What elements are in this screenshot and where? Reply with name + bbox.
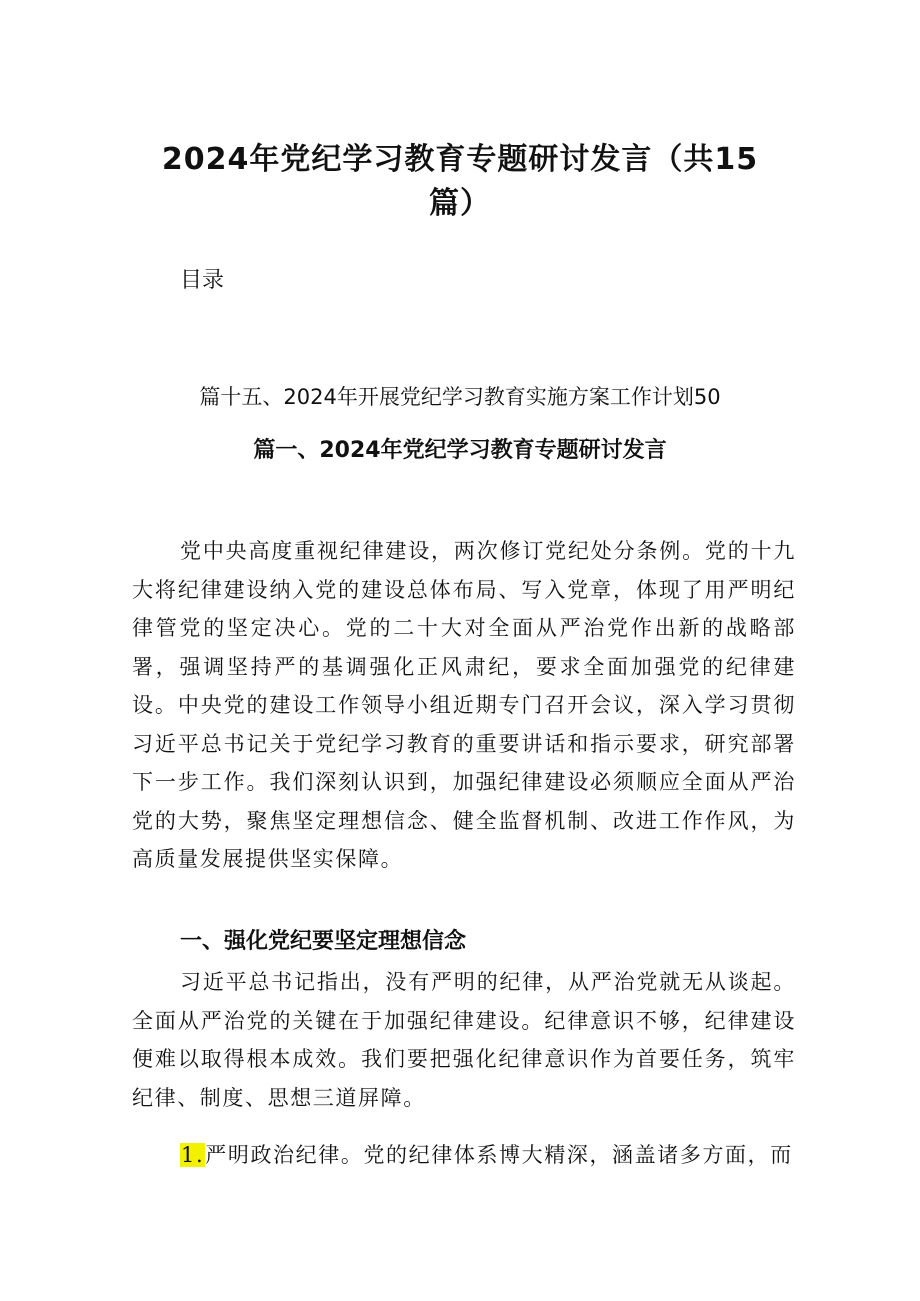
section-heading: 篇一、2024年党纪学习教育专题研讨发言 bbox=[253, 438, 667, 463]
paragraph-3-text: 严明政治纪律。党的纪律体系博大精深，涵盖诸多方面，而 bbox=[205, 1143, 793, 1167]
document-title-line-1: 2024年党纪学习教育专题研讨发言（共15 bbox=[161, 142, 759, 177]
toc-label: 目录 bbox=[180, 268, 225, 293]
subheading-1: 一、强化党纪要坚定理想信念 bbox=[180, 929, 467, 954]
body-paragraph-3 bbox=[132, 1136, 796, 1175]
body-paragraph-2: 习近平总书记指出，没有严明的纪律，从严治党就无从谈起。全面从严治党的关键在于加强纪律建设。纪律意识不够，纪律建设便难以取得根本成效。我们要把强化纪律意识作为首要任务，筑牢纪律、制度、思想三道屏障。 bbox=[132, 970, 796, 1110]
highlighted-number: 1. bbox=[181, 1143, 205, 1167]
document-title-line-2: 篇） bbox=[429, 186, 491, 221]
body-paragraph-1: 党中央高度重视纪律建设，两次修订党纪处分条例。党的十九大将纪律建设纳入党的建设总体布局、写入党章，体现了用严明纪律管党的坚定决心。党的二十大对全面从严治党作出新的战略部署，强调坚持严的基调强化正风肃纪，要求全面加强党的纪律建设。中央党的建设工作领导小组近期专门召开会议，深入学习贯彻习近平总书记关于党纪学习教育的重要讲话和指示要求，研究部署下一步工作。我们深刻认识到，加强纪律建设必须顺应全面从严治党的大势，聚焦坚定理想信念、健全监督机制、改进工作作风，为高质量发展提供坚实保障。 bbox=[132, 539, 796, 871]
toc-entry: 篇十五、2024年开展党纪学习教育实施方案工作计划50 bbox=[199, 385, 721, 409]
